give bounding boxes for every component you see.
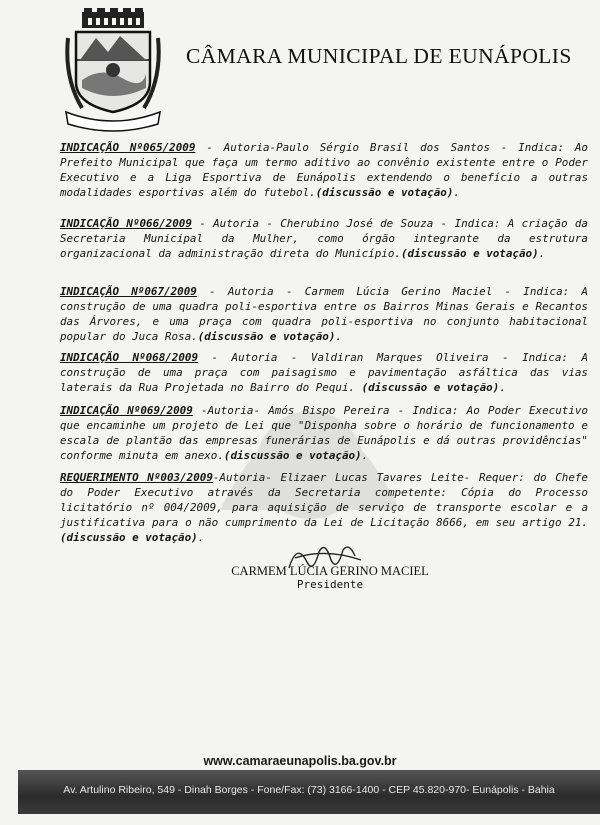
item-body: -Autoria- Amós Bispo Pereira - Indica: Ao Poder Executivo que encaminhe um projeto de Lei que "Disponha sobre o horário de funcionamento e escala de plantão das empresas funerárias de Eunápolis e dá outras providências" conforme minuta em anexo. (60, 404, 588, 462)
item-tag: (discussão e votação) (60, 531, 198, 544)
item-tag: (discussão e votação) (197, 330, 336, 343)
requerimento-003 (60, 470, 588, 545)
item-end: . (361, 449, 369, 462)
signatory-role: Presidente (296, 578, 364, 591)
item-body: - Autoria - Carmem Lúcia Gerino Maciel - Indica: A construção de uma quadra poli-esportiva entre os Bairros Minas Gerais e Recantos das Árvores, e uma praça com quadra poli-esportiva no conjunto habitacional popular do Juca Rosa. (60, 285, 588, 343)
footer-address: Av. Artulino Ribeiro, 549 - Dinah Borges - Fone/Fax: (73) 3166-1400 - CEP 45.820-970- Eunápolis - Bahia (63, 784, 555, 796)
indicacao-065 (60, 140, 588, 200)
indicacao-069 (60, 403, 588, 463)
item-tag: (discussão e votação) (361, 381, 500, 394)
item-heading: INDICAÇÃO Nº068/2009 (60, 351, 199, 364)
item-heading: INDICAÇÃO Nº065/2009 (60, 141, 196, 154)
indicacao-067 (60, 284, 588, 344)
item-body: - Autoria - Valdiran Marques Oliveira - Indica: A construção de uma praça com paisagismo e pavimentação asfáltica das vias laterais da Rua Projetada no Bairro do Pequi. (60, 351, 588, 394)
item-heading: INDICAÇÃO Nº069/2009 (60, 404, 193, 417)
item-end: . (499, 381, 506, 394)
item-body: - Autoria - Cherubino José de Souza - Indica: A criação da Secretaria Municipal da Mulher, como órgão integrante da estrutura organizacional da administração direta do Município. (60, 217, 588, 260)
item-end: . (197, 531, 205, 544)
item-heading: INDICAÇÃO Nº067/2009 (60, 285, 197, 298)
item-end: . (335, 330, 342, 343)
footer-bar (18, 770, 600, 814)
council-title: CÂMARA MUNICIPAL DE EUNÁPOLIS (186, 44, 572, 68)
item-body: -Autoria- Elizaer Lucas Tavares Leite- Requer: do Chefe do Poder Executivo através da Secretaria competente: Cópia do Processo licitatório nº 004/2009, para aquisição de serviço de transporte escolar e a justificativa para o não cumprimento da Lei de Licitação 8666, em seu artigo 21. (60, 471, 588, 529)
item-heading: INDICAÇÃO Nº066/2009 (60, 217, 192, 230)
item-body: - Autoria-Paulo Sérgio Brasil dos Santos - Indica: Ao Prefeito Municipal que faça um termo aditivo ao convênio existente entre o Poder Executivo e a Liga Esportiva de Eunápolis extendendo o benefício a outras modalidades esportivas além do futebol. (60, 141, 588, 199)
indicacao-068 (60, 350, 588, 395)
item-heading: REQUERIMENTO Nº003/2009 (60, 471, 213, 484)
website-link[interactable]: www.camaraeunapolis.ba.gov.br (203, 754, 397, 768)
indicacao-066 (60, 216, 588, 261)
item-tag: (discussão e votação) (400, 247, 539, 260)
signatory-name: CARMEM LÚCIA GERINO MACIEL (231, 564, 429, 578)
item-end: . (453, 186, 460, 199)
municipal-seal-icon (62, 8, 164, 134)
item-end: . (538, 247, 546, 260)
item-tag: (discussão e votação) (223, 449, 362, 462)
item-tag: (discussão e votação) (315, 186, 454, 199)
